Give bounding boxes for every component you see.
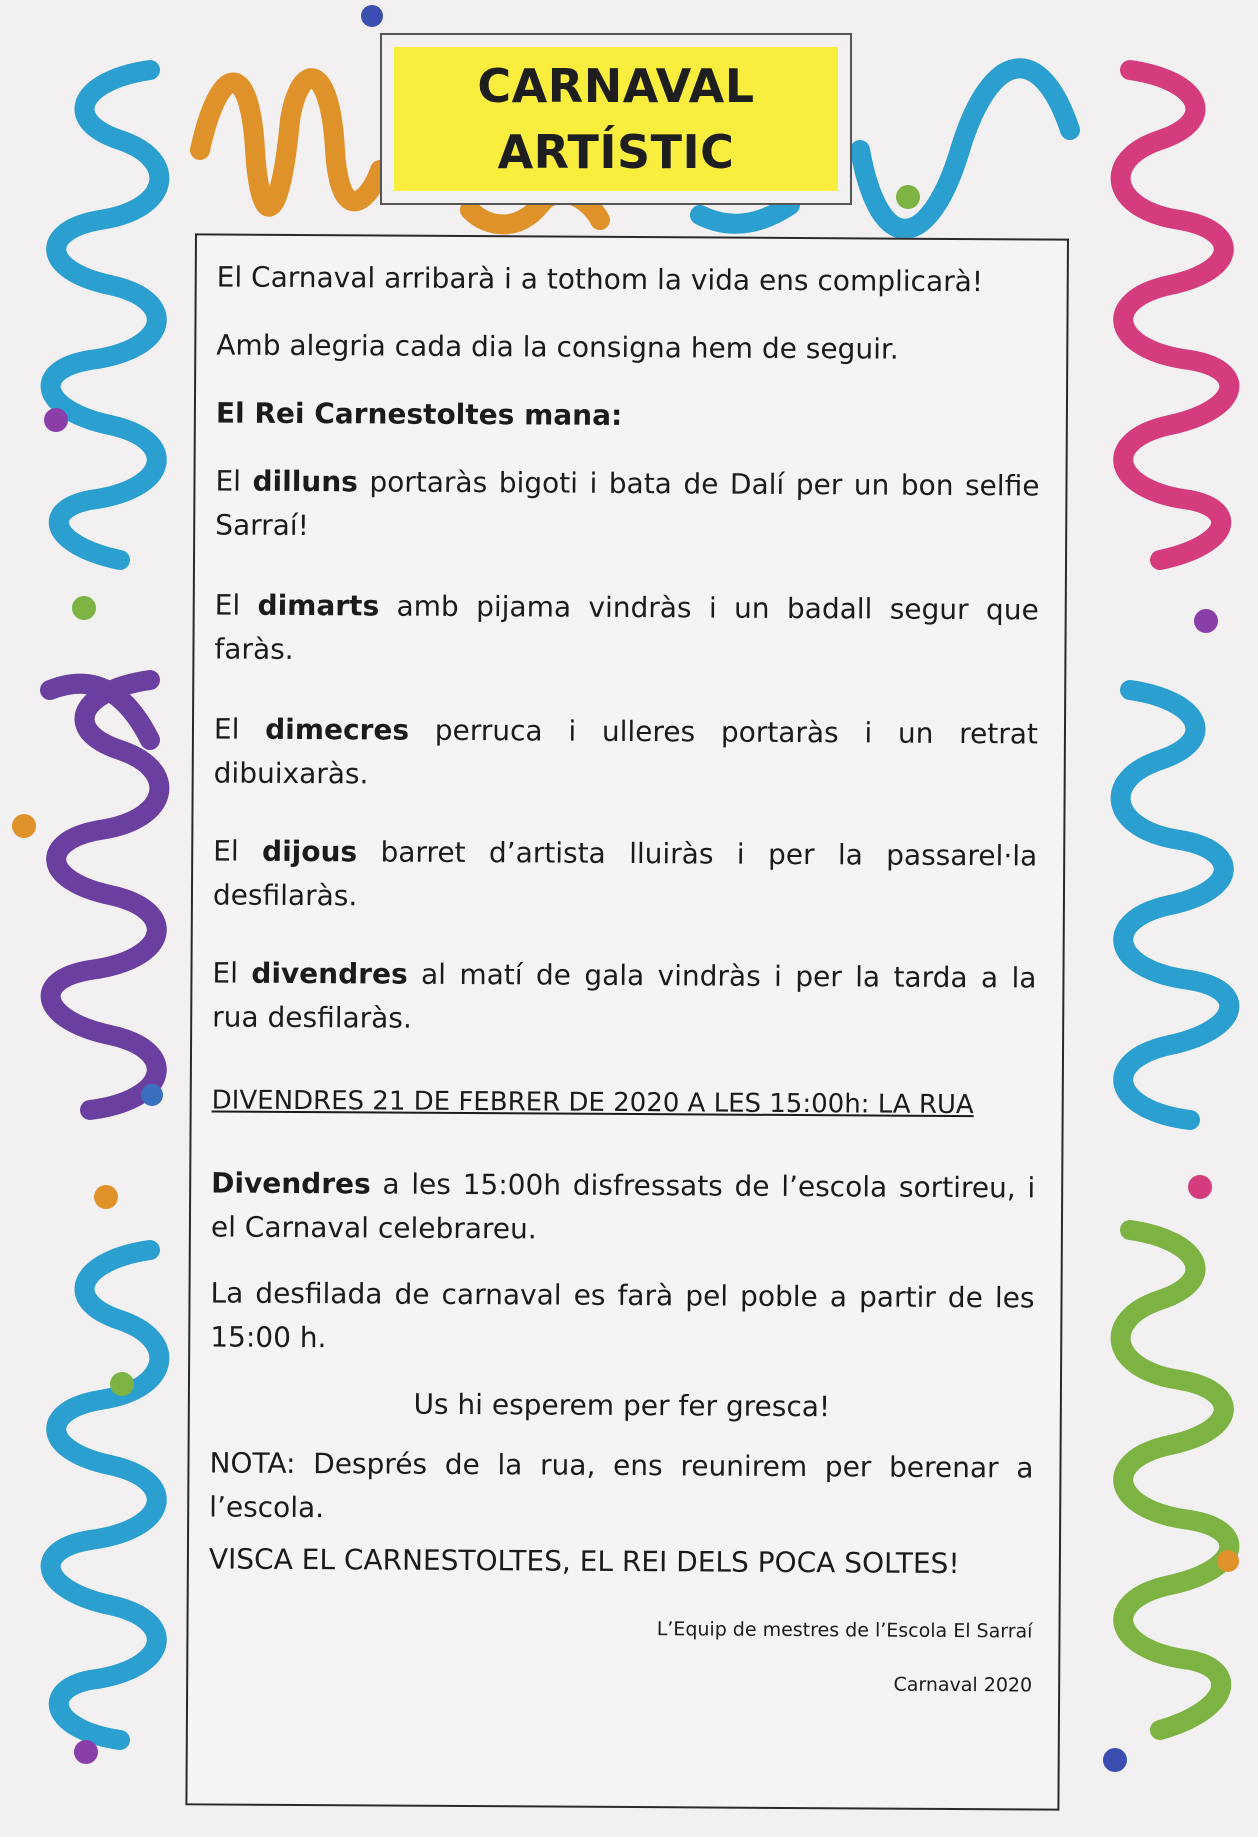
day-tuesday (214, 583, 1039, 676)
blue-streamer-right (1121, 690, 1230, 1120)
intro-line-1: El Carnaval arribarà i a tothom la vida ens complicarà! (216, 260, 984, 299)
note-paragraph: NOTA: Després de la rua, ens reunirem per berenar a l’escola. (209, 1446, 1034, 1525)
invite-line: Us hi esperem per fer gresca! (413, 1387, 831, 1424)
day-text: amb pijama vindràs i un badall segur que faràs. (214, 589, 1039, 666)
day-text: portaràs bigoti i bata de Dalí per un bon selfie Sarraí! (215, 465, 1040, 543)
intro-heading: El Rei Carnestoltes mana: (215, 396, 623, 432)
day-name: dimarts (257, 588, 380, 623)
day-text: perruca i ulleres portaràs i un retrat dibuixaràs. (213, 713, 1039, 791)
day-prefix: El (213, 712, 266, 746)
pink-streamer (1121, 70, 1230, 560)
day-text: al matí de gala vindràs i per la tarda a la rua desfilaràs. (212, 957, 1037, 1035)
cheer-line: VISCA EL CARNESTOLTES, EL REI DELS POCA SOLTES! (208, 1542, 960, 1581)
blue-streamer-left (51, 70, 160, 560)
rua-heading-wrap (212, 1077, 1036, 1127)
day-name: dilluns (252, 464, 358, 499)
rua-heading: DIVENDRES 21 DE FEBRER DE 2020 A LES 15:00h: LA RUA (211, 1085, 974, 1121)
day-monday (215, 459, 1040, 552)
green-streamer (1121, 1230, 1230, 1730)
day-text: barret d’artista lluiràs i per la passarel·la desfilaràs. (212, 835, 1038, 913)
intro-line-2: Amb alegria cada dia la consigna hem de seguir. (216, 328, 899, 366)
signature: L’Equip de mestres de l’Escola El Sarraí (656, 1618, 1033, 1643)
title-banner (394, 47, 838, 191)
rua-paragraph-2: La desfilada de carnaval es farà pel poble a partir de les 15:00 h. (210, 1276, 1035, 1355)
day-friday (212, 951, 1037, 1044)
rua-text: a les 15:00h disfressats de l’escola sortireu, i el Carnaval celebrareu. (210, 1167, 1036, 1246)
blue-streamer-top (860, 68, 1070, 228)
rua-day: Divendres (211, 1166, 371, 1201)
day-prefix: El (214, 588, 258, 622)
day-name: dijous (261, 834, 358, 869)
rua-paragraph-1 (211, 1161, 1036, 1254)
day-wednesday (214, 707, 1039, 800)
blue-streamer-left-bottom (51, 1250, 160, 1740)
day-name: dimecres (265, 712, 410, 747)
day-prefix: El (215, 464, 253, 498)
title-frame (380, 33, 852, 205)
day-prefix: El (212, 956, 252, 990)
intro-heading-wrap (216, 391, 1040, 440)
day-thursday (213, 829, 1038, 922)
title-line-2: ARTÍSTIC (497, 125, 735, 179)
poem-box (185, 233, 1069, 1810)
orange-streamer (200, 78, 380, 207)
carnival-year: Carnaval 2020 (893, 1673, 1033, 1697)
title-line-1: CARNAVAL (477, 59, 755, 113)
day-name: divendres (251, 956, 408, 991)
day-prefix: El (213, 834, 263, 868)
